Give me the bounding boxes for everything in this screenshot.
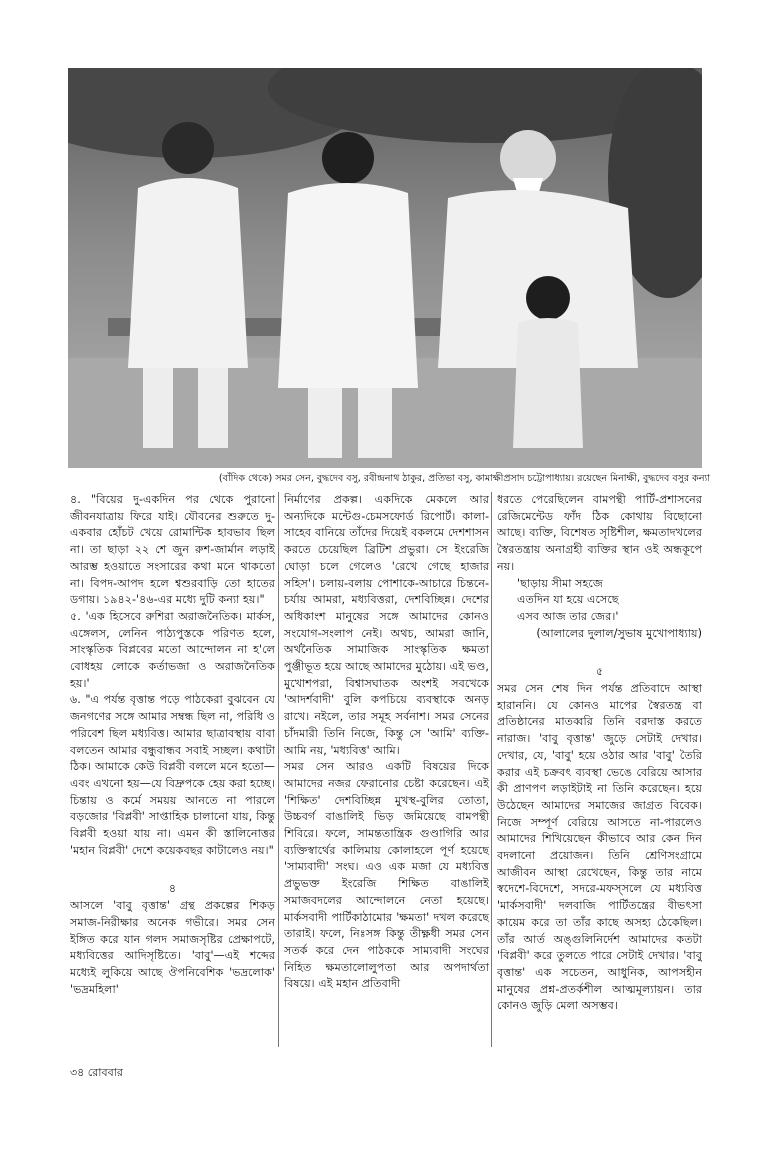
paragraph: ৪. "বিয়ের দু-একদিন পর থেকে পুরানো জীবনযাত্রায় ফিরে যাই। যৌবনের শুরুতে দু-একবার হোঁচট খেয়ে রোমান্টিক হাবভাব ছিল না। তা ছাড়া ২২ শে জুন রুশ-জার্মান লড়াই আরম্ভ হওয়াতে সংসারের কথা মনে থাকতো না। বিপদ-আপদ হলে শ্বশুরবাড়ি তো হাতের ডগায়। ১৯৪২-'৪৬-এর মধ্যে দুটি কন্যা হয়।" [70,493,275,607]
column-divider [491,492,492,1047]
photo-caption: (বাঁদিক থেকে) সমর সেন, বুদ্ধদেব বসু, রবীন্দ্রনাথ ঠাকুর, প্রতিভা বসু, কামাক্ষীপ্রসাদ চট্টোপাধ্যায়। রয়েছেন মিনাক্ষী, বুদ্ধদেব বসুর কন্যা [218,473,710,484]
paragraph: ৫. 'এক হিসেবে রুশিরা অরাজনৈতিক। মার্কস, এঙ্গেলস, লেনিন পাঠ্যপুস্তকে পরিণত হলে, সাংস্কৃতিক বিপ্লবের মতো আন্দোলন না হ'লে বোধহয় লোকে কর্তাভজা ও অরাজনৈতিক হয়।' [70,609,275,690]
paragraph: নির্মাণের প্রকল্প। একদিকে মেকলে আর অন্যদিকে মন্টেগু-চেমসফোর্ড রিপোর্ট। কালা-সাহেব বানিয়ে তাঁদের দিয়েই বকলমে দেশশাসন করতে চেয়েছিল ব্রিটিশ প্রভুরা। সে ইংরেজি ঘোড়া চলে গেলেও 'রেখে গেছে হাজার সহিস'। চলায়-বলায় পোশাকে-আচারে চিন্তনে-চর্যায় আমরা, মধ্যবিত্তরা, দেশবিচ্ছিন্ন। দেশের অধিকাংশ মানুষের সঙ্গে আমাদের কোনও সংযোগ-সংলাপ নেই। অথচ, আমরা জানি, অর্থনৈতিক সামাজিক সাংস্কৃতিক ক্ষমতা পুঞ্জীভূত হয়ে আছে আমাদের মুঠোয়। এই ভণ্ড, মুখোশপরা, বিশ্বাসঘাতক অংশই সবখেকে 'আদর্শবাদী' বুলি কপচিয়ে ব্যবস্থাকে অনড় রাখে। নইলে, তার সমূহ সর্বনাশ। সমর সেনের চাঁদমারী তিনি নিজে, কিন্তু সে 'আমি' ব্যক্তি-আমি নয়, 'মধ্যবিত্ত' আমি। [284,493,489,757]
article-column-3 [497,492,702,1047]
photo-artwork [68,68,702,468]
paragraph: ৬. "এ পর্যন্ত বৃত্তান্ত পড়ে পাঠকেরা বুঝবেন যে জনগণের সঙ্গে আমার সম্বন্ধ ছিল না, পরিধি ও পরিবেশ ছিল মধ্যবিত্ত। আমার ছাত্রাবস্থায় বাবা বলতেন আমার বন্ধুবান্ধব সবাই সচ্ছল। কথাটা ঠিক। আমাকে কেউ বিপ্লবী বললে মনে হতো—এবং এখনো হয়—যে বিদ্রুপকে হেয় করা হচ্ছে। চিন্তায় ও কর্মে সময়য় আনতে না পারলে বড়জোর 'বিপ্লবী' সাপ্তাহিক চালানো যায়, কিন্তু বিপ্লবী হওয়া যায় না। এমন কী স্তালিনোত্তর 'মহান বিপ্লবী' দেশে কয়েকবছর কাটালেও নয়।" [70,693,275,857]
paragraph: সমর সেন আরও একটি বিষয়ের দিকে আমাদের নজর ফেরানোর চেষ্টা করেছেন। এই 'শিক্ষিত' দেশবিচ্ছিন্ন মুখস্থ-বুলির তোতা, উচ্চবর্গ বাঙালিই ভিড় জমিয়েছে বামপন্থী শিবিরে। ফলে, সামন্ততান্ত্রিক গুণ্ডাগিরি আর ব্যক্তিস্বার্থের কালিমায় কোলাহলে পূর্ণ হয়েছে 'সাম্যবাদী' সংঘ। এও এক মজা যে মধ্যবিত্ত প্রভুভক্ত ইংরেজি শিক্ষিত বাঙালিই সমাজবদলের আন্দোলনে নেতা হয়েছে। মার্কসবাদী পার্টিকাঠামোর 'ক্ষমতা' দখল করেছে তারাই। ফলে, নিঃসঙ্গ কিন্তু তীক্ষ্ণধী সমর সেন সতর্ক করে দেন পাঠককে সাম্যবাদী সংঘের নিহিত ক্ষমতালোলুপতা আর অপদার্থতা বিষয়ে। এই মহান প্রতিবাদী [284,760,489,991]
column-divider [278,492,279,1047]
paragraph: আসলে 'বাবু বৃত্তান্ত' গ্রন্থ প্রকল্পের শিকড় সমাজ-নিরীক্ষার অনেক গভীরে। সমর সেন ইঙ্গিত করে যান গলদ সমাজসৃষ্টির প্রেক্ষাপটে, মধ্যবিত্তের আদিসৃষ্টিতে। 'বাবু'—এই শব্দের মধ্যেই লুকিয়ে আছে ঔপনিবেশিক 'ভদ্রলোক' 'ভদ্রমহিলা' [70,899,275,996]
article-column-1 [70,492,275,1047]
verse-line: এতদিন যা হয়ে এসেছে [517,593,619,607]
paragraph: ধরতে পেরেছিলেন বামপন্থী পার্টি-প্রশাসনের রেজিমেন্টেড ফাঁদ ঠিক কোথায় বিছোনো আছে। ব্যক্তি, বিশেষত সৃষ্টিশীল, ক্ষমতাদখলের স্বৈরতন্ত্রায় অনাগ্রহী ব্যক্তির স্থান ওই অন্ধকূপে নয়। [497,493,702,573]
verse-source: (আলালের দুলাল/সুভাষ মুখোপাধ্যায়) [536,626,702,640]
page-footer: ৩৪ রোববার [70,1066,123,1079]
verse-line: এসব আজ তার জের।' [517,609,619,623]
verse-line: 'ছাড়ায় সীমা সহজে [517,576,603,590]
section-number: ৫ [595,665,604,679]
article-column-2 [284,492,489,1047]
group-photograph [68,68,702,468]
section-number: ৪ [168,882,177,896]
paragraph: সমর সেন শেষ দিন পর্যন্ত প্রতিবাদে আস্থা হারাননি। যে কোনও মাপের স্বৈরতন্ত্র বা প্রতিষ্ঠানের মাতব্বরি তিনি বরদাস্ত করতে নারাজ। 'বাবু বৃত্তান্ত' জুড়ে সেটাই দেখার। দেখার, যে, 'বাবু' হয়ে ওঠার আর 'বাবু' তৈরি করার এই চক্রবৎ ব্যবস্থা ভেঙে বেরিয়ে আসার কী প্রাণপণ লড়াইটাই না তিনি করেছেন। হয়ে উঠেছেন আমাদের সমাজের জাগ্রত বিবেক। নিজে সম্পূর্ণ বেরিয়ে আসতে না-পারলেও আমাদের শিখিয়েছেন কীভাবে আর কেন দিন বদলানো প্রয়োজন। তিনি শ্রেণিসংগ্রামে আজীবন আস্থা রেখেছেন, কিন্তু তার নামে স্বদেশে-বিদেশে, সদরে-মফস্সলে যে মধ্যবিত্ত 'মার্কসবাদী' দলবাজি পার্টিতন্ত্রের বীভৎসা কায়েম করে তা তাঁর কাছে অসহ্য ঠেকেছিল। তাঁর আর্ত অঙ্গুলিনির্দেশ আমাদের কতটা 'বিপ্লবী' করে তুলতে পারে সেটাই দেখার। 'বাবু বৃত্তান্ত' এক সচেতন, আধুনিক, আপসহীন মানুষের প্রশ্ন-প্রতর্কশীল আত্মমূল্যায়ন। তার কোনও জুড়ি মেলা অসম্ভব। [497,682,702,1013]
